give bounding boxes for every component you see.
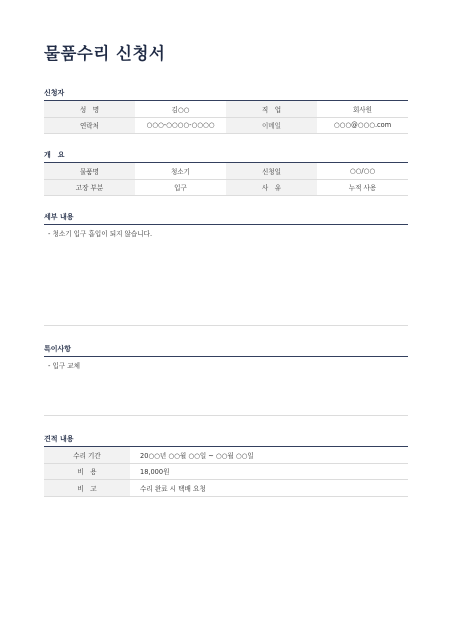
request-date-label: 신청일	[226, 163, 317, 180]
occupation-label: 직 업	[226, 101, 317, 118]
name-label: 성 명	[44, 101, 135, 118]
table-row	[44, 101, 408, 118]
section-label-overview: 개 요	[44, 151, 65, 159]
section-label-estimate: 견적 내용	[44, 435, 74, 443]
table-row	[44, 480, 408, 497]
table-row	[44, 447, 408, 464]
request-date-value: ○○/○○	[317, 163, 408, 180]
cost-value: 18,000원	[130, 463, 408, 480]
page-title: 물품수리 신청서	[44, 44, 166, 63]
estimate-table	[44, 446, 408, 497]
remarks-value: 수리 완료 시 택배 요청	[130, 480, 408, 497]
broken-part-label: 고장 부분	[44, 179, 135, 196]
occupation-value: 회사원	[317, 101, 408, 118]
overview-table	[44, 162, 408, 196]
table-row	[44, 179, 408, 196]
section-label-details: 세부 내용	[44, 213, 74, 221]
contact-value: ○○○-○○○○-○○○○	[135, 117, 226, 134]
reason-label: 사 유	[226, 179, 317, 196]
remarks-label: 비 고	[44, 480, 130, 497]
details-text: - 청소기 입구 흡입이 되지 않습니다.	[44, 224, 408, 326]
email-value: ○○○@○○○.com	[317, 117, 408, 134]
name-value: 김○○	[135, 101, 226, 118]
email-label: 이메일	[226, 117, 317, 134]
repair-period-label: 수리 기간	[44, 447, 130, 464]
notes-text: - 입구 교체	[44, 356, 408, 416]
reason-value: 누적 사용	[317, 179, 408, 196]
table-row	[44, 163, 408, 180]
cost-label: 비 용	[44, 463, 130, 480]
contact-label: 연락처	[44, 117, 135, 134]
section-label-notes: 특이사항	[44, 345, 72, 353]
section-label-applicant: 신청자	[44, 89, 65, 97]
table-row	[44, 463, 408, 480]
broken-part-value: 입구	[135, 179, 226, 196]
table-row	[44, 117, 408, 134]
repair-period-value: 20○○년 ○○월 ○○일 ~ ○○월 ○○일	[130, 447, 408, 464]
item-name-value: 청소기	[135, 163, 226, 180]
item-name-label: 물품명	[44, 163, 135, 180]
applicant-table	[44, 100, 408, 134]
